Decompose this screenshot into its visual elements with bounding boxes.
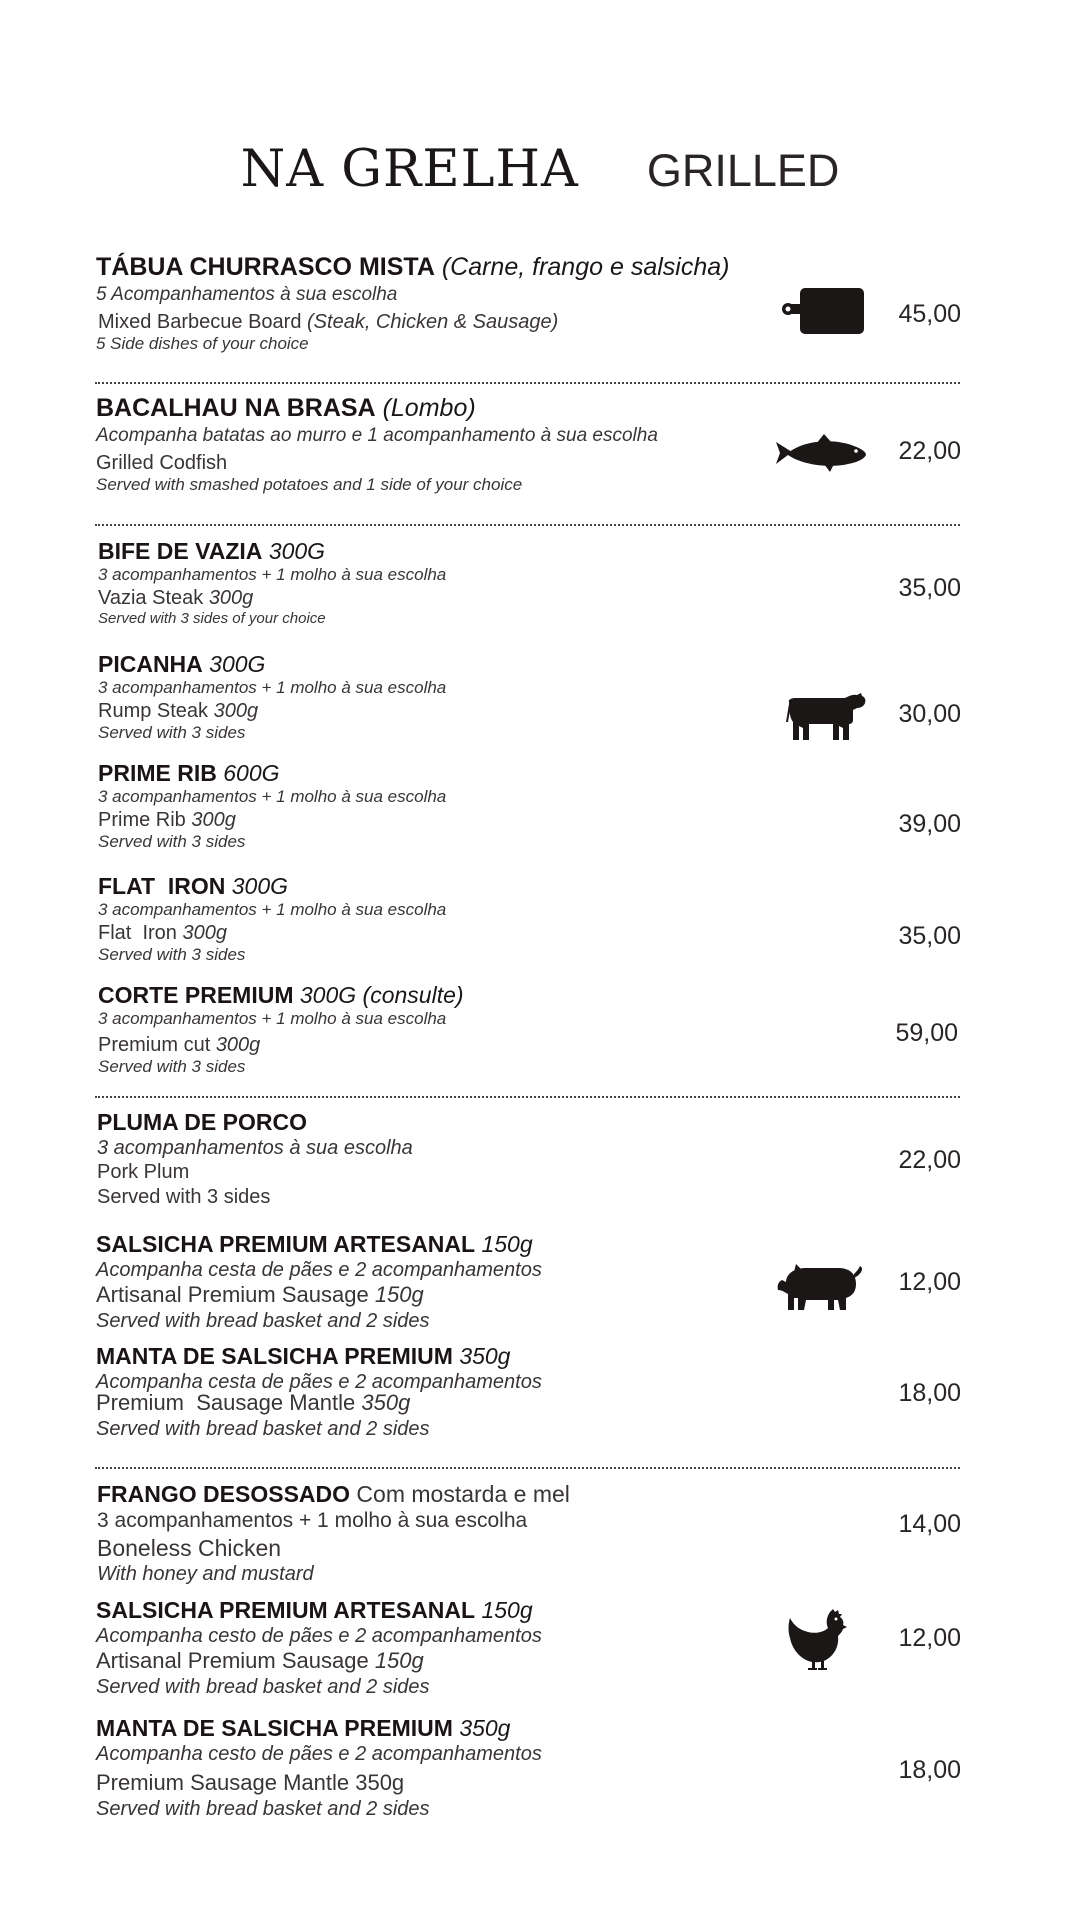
item-desc-pt: Acompanha cesto de pães e 2 acompanhamentos	[96, 1743, 542, 1766]
cow-icon	[785, 692, 867, 742]
item-name: FRANGO DESOSSADO	[97, 1481, 351, 1507]
menu-item-corte-premium	[98, 981, 788, 1078]
pig-icon	[776, 1264, 864, 1312]
item-name-en: Vazia Steak	[98, 586, 204, 609]
menu-item-salsicha-premium-frango	[96, 1596, 786, 1700]
item-desc-en: Served with 3 sides	[98, 723, 246, 743]
item-price: 12,00	[898, 1268, 961, 1296]
item-desc-en: Served with 3 sides of your choice	[98, 610, 326, 628]
item-price: 12,00	[898, 1624, 961, 1652]
item-name-extra: Com mostarda e mel	[356, 1481, 570, 1507]
item-price: 18,00	[898, 1756, 961, 1784]
item-desc-en: Served with bread basket and 2 sides	[96, 1798, 430, 1821]
item-desc-pt: 3 acompanhamentos + 1 molho à sua escolha	[98, 1009, 447, 1029]
item-name-extra: 300G	[209, 651, 266, 677]
item-name-extra: 300G	[268, 538, 326, 564]
section-divider	[95, 382, 960, 384]
section-divider	[95, 524, 960, 526]
item-desc-en: Served with bread basket and 2 sides	[96, 1676, 430, 1699]
menu-item-manta-salsicha	[96, 1342, 786, 1442]
item-name: PRIME RIB	[98, 760, 217, 786]
title-pt: NA GRELHA	[240, 140, 579, 199]
fish-icon	[774, 434, 868, 474]
item-desc-en: Served with bread basket and 2 sides	[96, 1418, 430, 1441]
item-name: MANTA DE SALSICHA PREMIUM	[96, 1715, 453, 1741]
item-desc-pt: Acompanha cesto de pães e 2 acompanhamentos	[96, 1625, 542, 1648]
item-name-en-extra: 150g	[374, 1282, 424, 1308]
item-desc-en: Served with bread basket and 2 sides	[96, 1310, 430, 1333]
item-desc-en: Served with 3 sides	[98, 832, 246, 852]
item-name-extra: 600G	[223, 760, 280, 786]
item-desc-en: Served with smashed potatoes and 1 side of your choice	[96, 475, 523, 495]
item-desc-pt: 3 acompanhamentos + 1 molho à sua escolha	[97, 1509, 528, 1533]
item-name-extra: 150g	[481, 1597, 533, 1623]
item-name-en: Flat Iron	[98, 921, 177, 944]
item-price: 30,00	[898, 700, 961, 728]
item-name-en: Rump Steak	[98, 699, 209, 722]
item-name: PICANHA	[98, 651, 203, 677]
item-name-en-extra: 300g	[191, 808, 236, 831]
item-name-en-extra: 300g	[215, 1033, 261, 1056]
item-name-extra: 300G (consulte)	[299, 982, 464, 1008]
item-name-en: Premium Sausage Mantle	[96, 1390, 356, 1416]
item-desc-pt: 3 acompanhamentos + 1 molho à sua escolha	[98, 678, 447, 698]
item-price: 22,00	[898, 1146, 961, 1174]
item-name-en-extra: (Steak, Chicken & Sausage)	[307, 310, 559, 333]
item-name-en: Artisanal Premium Sausage	[96, 1648, 369, 1674]
item-name-extra: 350g	[459, 1343, 511, 1369]
item-desc-en: 5 Side dishes of your choice	[96, 334, 309, 354]
item-name-en: Premium Sausage Mantle 350g	[96, 1770, 405, 1796]
item-price: 35,00	[898, 574, 961, 602]
item-name-en: Grilled Codfish	[96, 451, 228, 474]
item-name: SALSICHA PREMIUM ARTESANAL	[96, 1231, 476, 1257]
item-name-en-extra: 300g	[182, 921, 227, 944]
item-desc-pt: Acompanha batatas ao murro e 1 acompanhamento à sua escolha	[96, 424, 658, 446]
page-title	[0, 140, 1080, 199]
item-name: SALSICHA PREMIUM ARTESANAL	[96, 1597, 476, 1623]
item-name: MANTA DE SALSICHA PREMIUM	[96, 1343, 453, 1369]
item-price: 39,00	[898, 810, 961, 838]
item-name: BACALHAU NA BRASA	[96, 394, 376, 422]
menu-item-pluma-porco	[97, 1108, 787, 1209]
item-desc-pt: Acompanha cesta de pães e 2 acompanhamentos	[96, 1259, 542, 1282]
item-desc-pt: 3 acompanhamentos + 1 molho à sua escolha	[98, 565, 447, 585]
item-desc-pt: 3 acompanhamentos + 1 molho à sua escolha	[98, 787, 447, 807]
menu-item-bife-vazia	[98, 537, 788, 628]
item-desc-pt: Acompanha cesta de pães e 2 acompanhamentos	[96, 1371, 542, 1394]
item-desc-pt: 5 Acompanhamentos à sua escolha	[96, 283, 398, 305]
item-name-extra: (Carne, frango e salsicha)	[441, 253, 730, 281]
menu-item-tabua-churrasco	[96, 252, 786, 355]
item-name-extra: (Lombo)	[382, 394, 476, 422]
item-price: 22,00	[898, 437, 961, 465]
menu-item-prime-rib	[98, 759, 788, 853]
menu-item-salsicha-premium	[96, 1230, 786, 1334]
item-price: 18,00	[898, 1379, 961, 1407]
item-desc-en: Served with 3 sides	[98, 1057, 246, 1077]
item-name-en: Prime Rib	[98, 808, 186, 831]
menu-item-bacalhau	[96, 393, 786, 496]
item-desc-en: Served with 3 sides	[98, 945, 246, 965]
item-desc-pt: 3 acompanhamentos + 1 molho à sua escolha	[98, 900, 447, 920]
item-desc-en: Served with 3 sides	[97, 1185, 271, 1208]
menu-item-flat-iron	[98, 872, 788, 966]
chicken-icon	[786, 1608, 850, 1672]
item-name-en: Boneless Chicken	[97, 1534, 282, 1561]
item-name-en-extra: 300g	[208, 586, 254, 609]
item-name-en-extra: 300g	[213, 699, 259, 722]
item-price: 45,00	[898, 300, 961, 328]
item-name: TÁBUA CHURRASCO MISTA	[96, 253, 435, 281]
cutting-board-icon	[780, 286, 866, 336]
item-price: 14,00	[898, 1510, 961, 1538]
item-name-en: Premium cut	[98, 1033, 211, 1056]
item-name-en-extra: 150g	[374, 1648, 424, 1674]
item-price: 59,00	[895, 1019, 958, 1047]
item-price: 35,00	[898, 922, 961, 950]
item-name-en-extra: 350g	[361, 1390, 411, 1416]
menu-item-frango-desossado	[97, 1480, 787, 1586]
item-name: CORTE PREMIUM	[98, 982, 294, 1008]
item-desc-en: With honey and mustard	[97, 1562, 314, 1585]
item-name-extra: 350g	[459, 1715, 511, 1741]
item-name: FLAT IRON	[98, 873, 226, 899]
menu-item-manta-salsicha-frango	[96, 1714, 786, 1822]
item-name-en: Pork Plum	[97, 1161, 190, 1184]
item-desc-pt: 3 acompanhamentos à sua escolha	[97, 1137, 413, 1160]
section-divider	[95, 1096, 960, 1098]
item-name-extra: 150g	[481, 1231, 533, 1257]
item-name: PLUMA DE PORCO	[97, 1109, 307, 1135]
menu-item-picanha	[98, 650, 788, 744]
title-en: GRILLED	[646, 145, 840, 196]
item-name: BIFE DE VAZIA	[98, 538, 263, 564]
section-divider	[95, 1467, 960, 1469]
item-name-en: Artisanal Premium Sausage	[96, 1282, 369, 1308]
item-name-en: Mixed Barbecue Board	[98, 310, 302, 333]
item-name-extra: 300G	[231, 873, 288, 899]
